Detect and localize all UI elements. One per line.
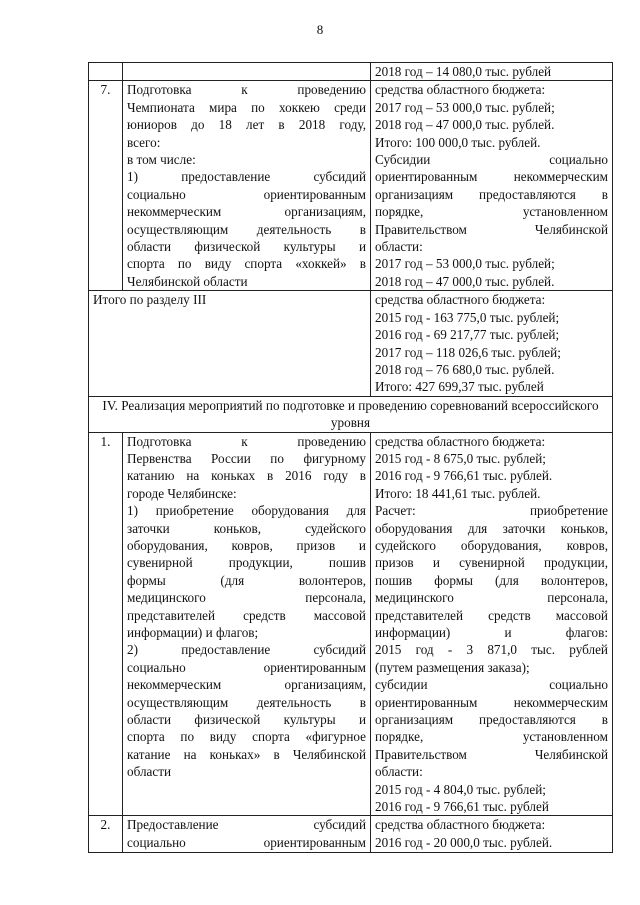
text-line: Чемпионата мира по хоккею среди [127,99,366,115]
text-line: 2018 год – 76 680,0 тыс. рублей. [375,361,555,377]
text-line: Первенства России по фигурному [127,450,366,466]
text-line: организациям предоставляются в [375,186,608,202]
text-line: области физической культуры и [127,712,366,728]
text-line: заточки коньков, судейского [127,520,366,536]
text-line: оборудования для заточки коньков, [375,520,608,536]
text-line: формы (для волонтеров, [127,572,366,588]
text-line: всего: [127,134,161,150]
text-line: социально ориентированным [127,834,366,850]
program-table [88,62,613,853]
text-line: порядке, установленном [375,204,608,220]
text-line: медицинского персонала, [375,590,608,606]
text-line: спорта по виду спорта «фигурное [127,729,366,745]
text-line: 2017 год – 53 000,0 тыс. рублей; [375,99,555,115]
text-line: в том числе: [127,152,196,168]
section-total-label: Итого по разделу III [89,291,371,396]
text-line: Расчет: приобретение [375,503,608,519]
row-funding [371,81,613,291]
row-number-text: 2. [100,817,111,833]
text-line: представителей средств массовой [127,607,366,623]
carry-over-fund-cell [371,63,613,81]
text-line: Субсидии социально [375,152,608,168]
text-line: информации) и флагов; [127,625,259,640]
row-number: 7. [89,81,123,291]
text-line: некоммерческим организациям, [127,677,366,693]
text-line: спорта по виду спорта «хоккей» в [127,256,366,272]
text-line: 2015 год - 163 775,0 тыс. рублей; [375,309,560,325]
text-line: субсидии социально [375,677,608,693]
text-line: пошив формы (для волонтеров, [375,572,608,588]
text-line: сувенирной продукции, пошив [127,555,366,571]
carry-over-num-cell [89,63,123,81]
text-line: 2016 год - 20 000,0 тыс. рублей. [375,834,553,850]
text-line: судейского оборудования, ковров, [375,537,608,553]
text-line: медицинского персонала, [127,590,366,606]
text-line: представителей средств массовой [375,607,608,623]
text-line: 2017 год – 118 026,6 тыс. рублей; [375,344,561,360]
text-line: городе Челябинске: [127,485,237,501]
text-line: 2015 год - 3 871,0 тыс. рублей [375,642,608,658]
text-line: 2018 год – 47 000,0 тыс. рублей. [375,273,555,289]
text-line: средства областного бюджета: [375,817,546,833]
row-funding-clip [375,816,608,852]
text-line: средства областного бюджета: [375,82,546,98]
text-line: области: [375,239,423,255]
text-line: порядке, установленном [375,729,608,745]
text-line: средства областного бюджета: [375,292,546,308]
text-line: ориентированным некоммерческим [375,169,608,185]
text-line: 1) предоставление субсидий [127,169,366,185]
text-line: средства областного бюджета: [375,433,546,449]
page-number: 8 [316,22,324,37]
table-row-4-1 [89,432,613,816]
text-line: Подготовка к проведению [127,433,366,449]
text-line: 2) предоставление субсидий [127,642,366,658]
text-line: информации) и флагов: [375,625,608,640]
text-line: Итого: 100 000,0 тыс. рублей. [375,134,541,150]
row-number [89,816,123,853]
text-line: 2016 год - 9 766,61 тыс. рублей [375,799,549,815]
table-row-7 [89,81,613,291]
text-line: катание на коньках» в Челябинской [127,746,366,762]
section-total-row [89,291,613,396]
text-line: 2016 год - 9 766,61 тыс. рублей. [375,468,553,484]
section-heading: IV. Реализация мероприятий по подготовке и проведению соревнований всероссийского уровня [89,396,613,432]
text-line: организациям предоставляются в [375,712,608,728]
carry-over-row [89,63,613,81]
text-line: 2018 год – 47 000,0 тыс. рублей. [375,117,555,133]
row-description [123,816,371,853]
text-line: катанию на коньках в 2016 году в [127,468,366,484]
text-line: 1) приобретение оборудования для [127,503,366,519]
text-line: области [127,764,172,780]
row-description [123,81,371,291]
text-line: призов и сувенирной продукции, [375,555,608,571]
text-line: ориентированным некоммерческим [375,694,608,710]
text-line: некоммерческим организациям, [127,204,366,220]
text-line: Челябинской области [127,273,248,289]
fund-line: 2018 год – 14 080,0 тыс. рублей [375,64,552,79]
text-line: Подготовка к проведению [127,82,366,98]
row-description-clip [127,816,366,852]
section-total-funding [371,291,613,396]
text-line: оборудования, ковров, призов и [127,537,366,553]
row-number: 1. [89,432,123,816]
text-line: Правительством Челябинской [375,746,608,762]
text-line: социально ориентированным [127,186,366,202]
text-line: 2015 год - 4 804,0 тыс. рублей; [375,781,546,797]
row-funding [371,432,613,816]
section-heading-row [89,396,613,432]
text-line: Предоставление субсидий [127,817,366,833]
row-funding [371,816,613,853]
text-line: (путем размещения заказа); [375,659,530,675]
text-line: юниоров до 18 лет в 2018 году, [127,117,366,133]
text-line: социально ориентированным [127,659,366,675]
text-line: осуществляющим деятельность в [127,221,366,237]
carry-over-desc-cell [123,63,371,81]
text-line: 2016 год - 69 217,77 тыс. рублей; [375,327,560,343]
text-line: Итого: 18 441,61 тыс. рублей. [375,485,541,501]
text-line: 2015 год - 8 675,0 тыс. рублей; [375,450,546,466]
text-line: Правительством Челябинской [375,221,608,237]
text-line: осуществляющим деятельность в [127,694,366,710]
text-line: области: [375,764,423,780]
table-row-4-2 [89,816,613,853]
text-line: Итого: 427 699,37 тыс. рублей [375,379,544,395]
text-line: области физической культуры и [127,239,366,255]
row-description [123,432,371,816]
text-line: 2017 год – 53 000,0 тыс. рублей; [375,256,555,272]
